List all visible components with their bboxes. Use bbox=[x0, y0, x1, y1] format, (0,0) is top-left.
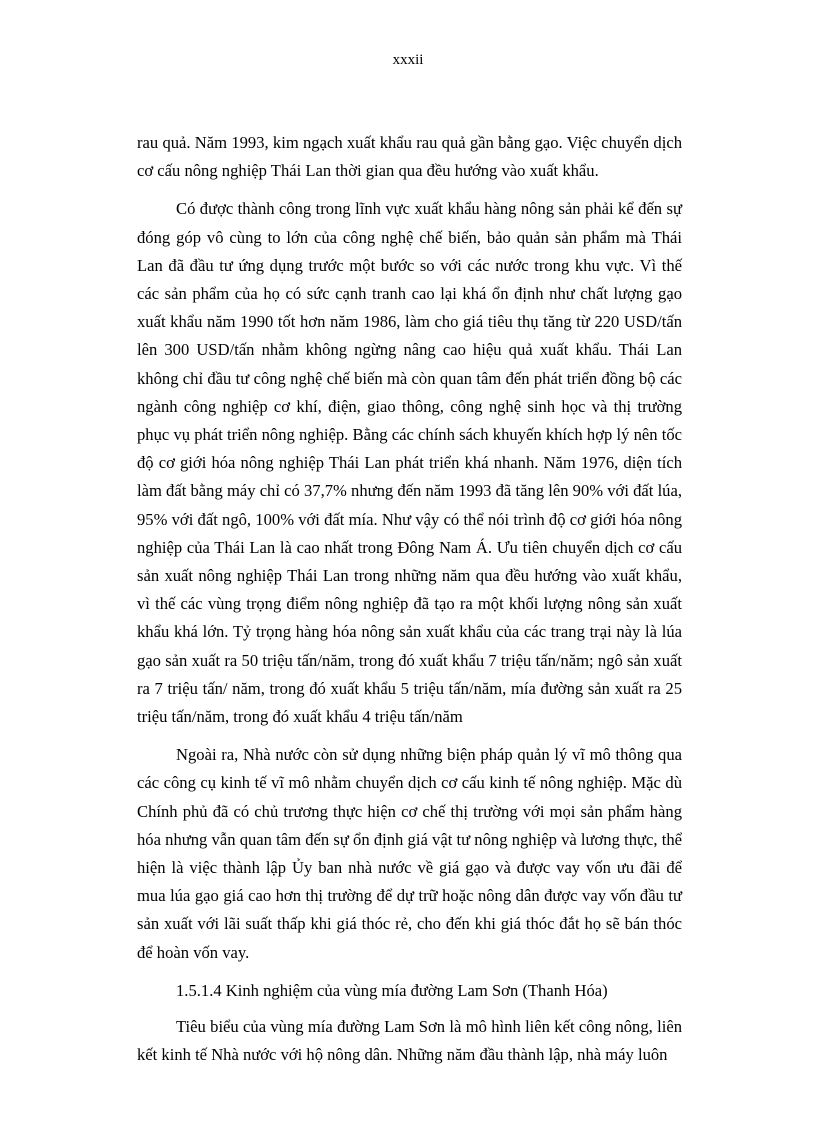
page-number: xxxii bbox=[392, 52, 424, 68]
section-heading: 1.5.1.4 Kinh nghiệm của vùng mía đường Lam Sơn (Thanh Hóa) bbox=[176, 980, 608, 1000]
paragraph-1: rau quả. Năm 1993, kim ngạch xuất khẩu rau quả gần bằng gạo. Việc chuyển dịch cơ cấu nông nghiệp Thái Lan thời gian qua đều hướng vào xuất khẩu. bbox=[137, 133, 682, 181]
paragraph-3: Ngoài ra, Nhà nước còn sử dụng những biện pháp quản lý vĩ mô thông qua các công cụ kinh tế vĩ mô nhằm chuyển dịch cơ cấu kinh tế nông nghiệp. Mặc dù Chính phủ đã có chủ trương thực hiện cơ chế thị trường với mọi sản phẩm hàng hóa nhưng vẫn quan tâm đến sự ổn định giá vật tư nông nghiệp và lương thực, thể hiện là việc thành lập Ủy ban nhà nước về giá gạo và được vay vốn ưu đãi để mua lúa gạo giá cao hơn thị trường để dự trữ hoặc nông dân được vay vốn đầu tư sản xuất với lãi suất thấp khi giá thóc rẻ, cho đến khi giá thóc đắt họ sẽ bán thóc để hoàn vốn vay. bbox=[137, 745, 682, 962]
paragraph-4: Tiêu biểu của vùng mía đường Lam Sơn là mô hình liên kết công nông, liên kết kinh tế Nhà nước với hộ nông dân. Những năm đầu thành lập, nhà máy luôn bbox=[137, 1017, 682, 1065]
paragraph-2: Có được thành công trong lĩnh vực xuất khẩu hàng nông sản phải kể đến sự đóng góp vô cùng to lớn của công nghệ chế biến, bảo quản sản phẩm mà Thái Lan đã đầu tư ứng dụng trước một bước so với các nước trong khu vực. Vì thế các sản phẩm của họ có sức cạnh tranh cao lại khá ổn định như chất lượng gạo xuất khẩu năm 1990 tốt hơn năm 1986, làm cho giá tiêu thụ tăng từ 220 USD/tấn lên 300 USD/tấn nhằm không ngừng nâng cao hiệu quả xuất khẩu. Thái Lan không chỉ đầu tư công nghệ chế biến mà còn quan tâm đến phát triển đồng bộ các ngành công nghiệp cơ khí, điện, giao thông, công nghệ sinh học và thị trường phục vụ phát triển nông nghiệp. Bằng các chính sách khuyến khích hợp lý nên tốc độ cơ giới hóa nông nghiệp Thái Lan phát triển khá nhanh. Năm 1976, diện tích làm đất bằng máy chỉ có 37,7% nhưng đến năm 1993 đã tăng lên 90% với đất lúa, 95% với đất ngô, 100% với đất mía. Như vậy có thể nói trình độ cơ giới hóa nông nghiệp của Thái Lan là cao nhất trong Đông Nam Á. Ưu tiên chuyển dịch cơ cấu sản xuất nông nghiệp Thái Lan trong những năm qua đều hướng vào xuất khẩu, vì thế các vùng trọng điểm nông nghiệp đã tạo ra một khối lượng nông sản xuất khẩu khá lớn. Tỷ trọng hàng hóa nông sản xuất khẩu của các trang trại này là lúa gạo sản xuất ra 50 triệu tấn/năm, trong đó xuất khẩu 7 triệu tấn/năm; ngô sản xuất ra 7 triệu tấn/ năm, trong đó xuất khẩu 5 triệu tấn/năm, mía đường sản xuất ra 25 triệu tấn/năm, trong đó xuất khẩu 4 triệu tấn/năm bbox=[137, 199, 682, 727]
body-text bbox=[137, 129, 682, 1080]
